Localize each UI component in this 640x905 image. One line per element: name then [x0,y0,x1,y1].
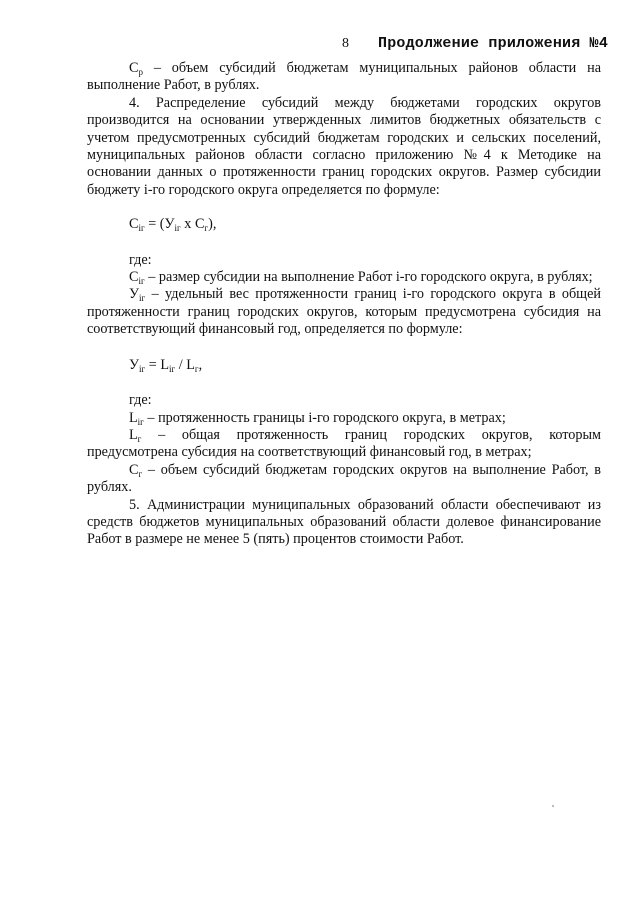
formula-subsidy: $С_{iг} = (У_{iг}$ х $С_г$), [129,216,217,234]
paragraph-cg-definition: $С_г$ – объем субсидий бюджетам городских округов на выполнение Работ, в рублях. [87,461,601,496]
page-header [0,36,640,56]
document-body [87,60,601,549]
page-number: 8 [342,36,349,51]
paragraph-uig-definition: $У_{iг}$ – удельный вес протяженности границ i-го городского округа в общей протяженности границ городских округов, которым предусмотрена субсидия на соответствующий финансовый год, определяется по формуле: [87,286,601,338]
paragraph-lig-definition: $L_{iг}$ – протяженность границы i-го городского округа, в метрах; [129,409,506,427]
paragraph-lg-definition: $L_г$ – общая протяженность границ городских округов, которым предусмотрена субсидия на соответствующий финансовый год, в метрах; [87,426,601,461]
formula-weight: $У_{iг} = L_{iг} / L_г$, [129,356,203,374]
where-label-2: где: [129,392,152,409]
scan-speck [552,805,554,807]
paragraph-cig-definition: $С_{iг}$ – размер субсидии на выполнение Работ i-го городского округа, в рублях; [129,269,593,287]
paragraph-5: 5. Администрации муниципальных образований области обеспечивают из средств бюджетов муниципальных образований области долевое финансирование Работ в размере не менее 5 (пять) процентов стоимости Работ. [87,496,601,548]
paragraph-4: 4. Распределение субсидий между бюджетами городских округов производится на основании утвержденных лимитов бюджетных обязательств с учетом предусмотренных субсидий бюджетам городских и сельских поселений, муниципальных районов области согласно приложению №4 к Методике на основании данных о протяженности границ городских округов. Размер субсидии бюджету i-го городского округа определяется по формуле: [87,94,601,198]
paragraph-cp-definition: $С_р$ – объем субсидий бюджетам муниципальных районов области на выполнение Работ, в рублях. [87,60,601,94]
header-title: Продолжение приложения №4 [378,35,609,52]
where-label-1: где: [129,251,152,268]
